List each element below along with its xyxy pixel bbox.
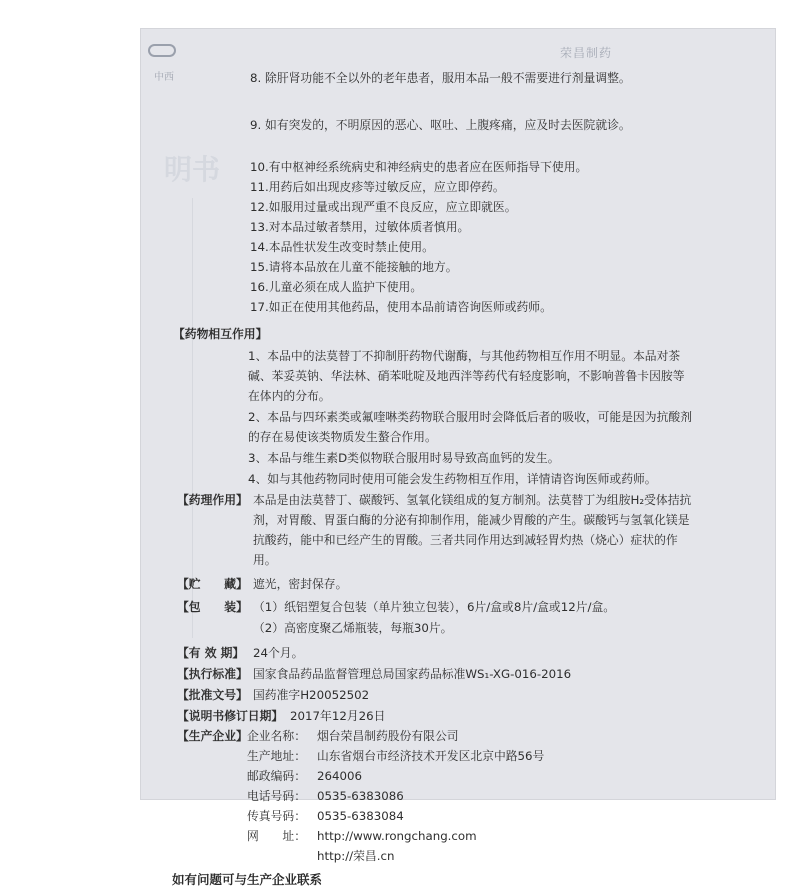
ghost-title: 明书 [164, 153, 221, 186]
manufacturer-row-postcode: 邮政编码： 264006 [247, 769, 363, 783]
revision-label: 【说明书修订日期】 [177, 709, 284, 723]
precaution-item: 9. 如有突发的，不明原因的恶心、呕吐、上腹疼痛，应及时去医院就诊。 [250, 118, 631, 132]
precaution-item: 12.如服用过量或出现严重不良反应，应立即就医。 [250, 200, 517, 214]
storage-text: 遮光，密封保存。 [253, 577, 348, 591]
pharmacology-text: 本品是由法莫替丁、碳酸钙、氢氧化镁组成的复方制剂。法莫替丁为组胺H₂受体拮抗剂，对胃酸、胃蛋白酶的分泌有抑制作用，能减少胃酸的产生。碳酸钙与氢氧化镁是抗酸药，能中和已经产生的胃酸。三者共同作用达到减轻胃灼热（烧心）症状的作用。 [253, 493, 692, 567]
precaution-item: 11.用药后如出现皮疹等过敏反应，应立即停药。 [250, 180, 505, 194]
precaution-item: 17.如正在使用其他药品，使用本品前请咨询医师或药师。 [250, 300, 552, 314]
precaution-item: 10.有中枢神经系统病史和神经病史的患者应在医师指导下使用。 [250, 160, 588, 174]
precaution-item: 8. 除肝肾功能不全以外的老年患者，服用本品一般不需要进行剂量调整。 [250, 71, 631, 85]
interaction-item: 4、如与其他药物同时使用可能会发生药物相互作用，详情请咨询医师或药师。 [248, 472, 657, 486]
standard-label: 【执行标准】 [177, 667, 248, 681]
manufacturer-label: 【生产企业】 [177, 729, 248, 743]
precaution-item: 14.本品性状发生改变时禁止使用。 [250, 240, 434, 254]
storage-label: 【贮 藏】 [177, 577, 248, 591]
precaution-item: 15.请将本品放在儿童不能接触的地方。 [250, 260, 458, 274]
validity-label: 【有 效 期】 [177, 646, 245, 660]
manufacturer-row-website[interactable]: 网 址： http://www.rongchang.com [247, 829, 477, 843]
packaging-label: 【包 装】 [177, 600, 248, 614]
packaging-item: （2）高密度聚乙烯瓶装，每瓶30片。 [253, 621, 453, 635]
pharmacology-label: 【药理作用】 [177, 493, 248, 507]
manufacturer-row-address: 生产地址： 山东省烟台市经济技术开发区北京中路56号 [247, 749, 545, 763]
packaging-item: （1）纸铝塑复合包装（单片独立包装），6片/盒或8片/盒或12片/盒。 [253, 600, 616, 614]
validity-text: 24个月。 [253, 646, 304, 660]
manufacturer-row-phone: 电话号码： 0535-6383086 [247, 789, 404, 803]
interaction-item: 1、本品中的法莫替丁不抑制肝药物代谢酶，与其他药物相互作用不明显。本品对茶碱、苯妥英钠、华法林、硝苯吡啶及地西泮等药代有轻度影响，不影响普鲁卡因胺等在体内的分布。 [248, 349, 685, 403]
interaction-item: 2、本品与四环素类或氟喹啉类药物联合服用时会降低后者的吸收，可能是因为抗酸剂的存在易使该类物质发生螯合作用。 [248, 410, 692, 444]
footer-contact-note: 如有问题可与生产企业联系 [172, 872, 323, 887]
manufacturer-row-name: 企业名称： 烟台荣昌制药股份有限公司 [247, 729, 459, 743]
interactions-label: 【药物相互作用】 [173, 327, 268, 341]
manufacturer-row-website-alt[interactable]: http://荣昌.cn [317, 849, 395, 863]
precaution-item: 13.对本品过敏者禁用，过敏体质者慎用。 [250, 220, 470, 234]
header-tag: 中西 [154, 72, 174, 83]
revision-text: 2017年12月26日 [290, 709, 386, 723]
leaflet-lower [140, 28, 776, 887]
interaction-item: 3、本品与维生素D类似物联合服用时易导致高血钙的发生。 [248, 451, 560, 465]
approval-label: 【批准文号】 [177, 688, 248, 702]
standard-text: 国家食品药品监督管理总局国家药品标准WS₁-XG-016-2016 [253, 667, 572, 681]
manufacturer-row-fax: 传真号码： 0535-6383084 [247, 809, 404, 823]
approval-text: 国药准字H20052502 [253, 688, 370, 702]
precaution-item: 16.儿童必须在成人监护下使用。 [250, 280, 423, 294]
header-brand: 荣昌制药 [560, 46, 613, 60]
